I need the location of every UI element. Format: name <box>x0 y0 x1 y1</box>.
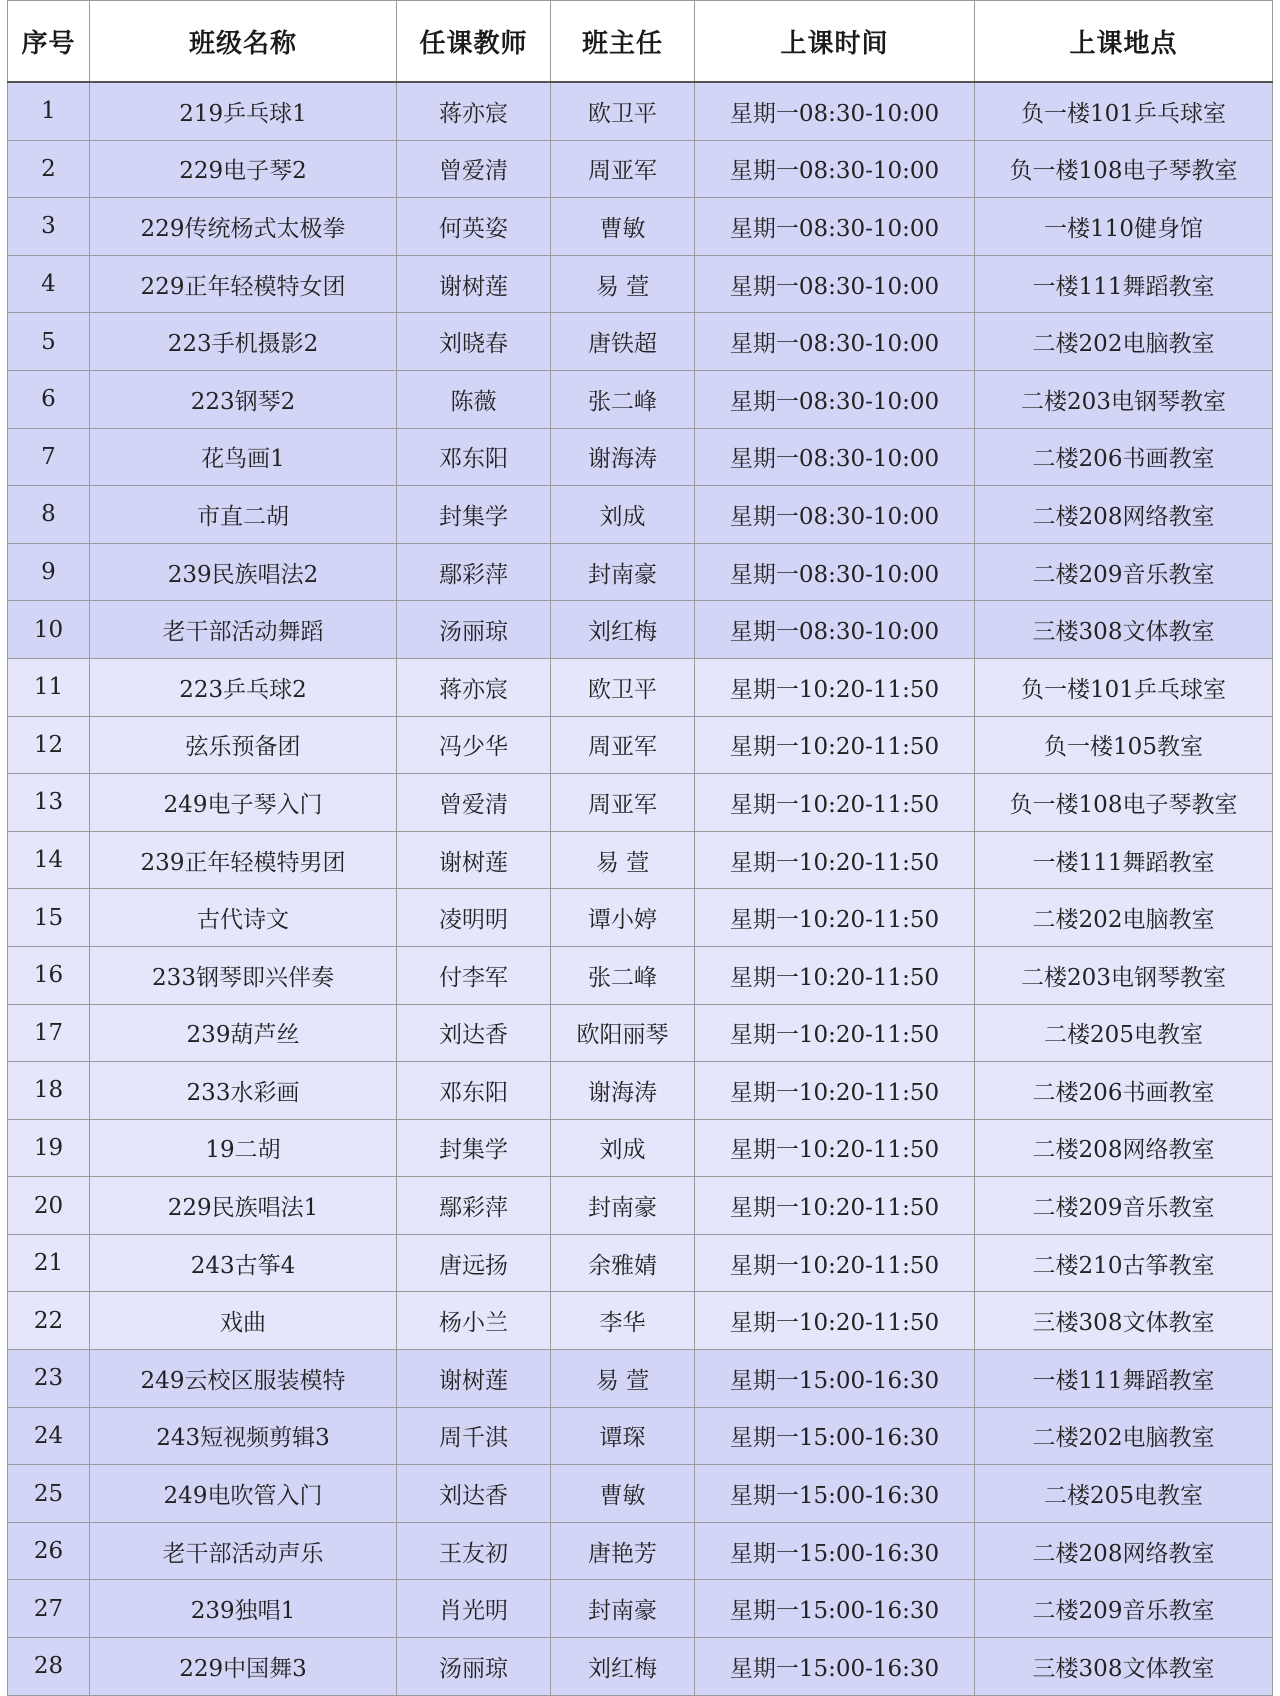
cell-class-name: 229电子琴2 <box>90 140 397 198</box>
cell-serial-number: 26 <box>8 1522 90 1580</box>
cell-class-name: 花鸟画1 <box>90 428 397 486</box>
cell-head-teacher: 刘成 <box>551 486 695 544</box>
cell-head-teacher: 刘红梅 <box>551 601 695 659</box>
cell-serial-number: 27 <box>8 1580 90 1638</box>
table-row <box>8 428 1273 486</box>
header-serial-number: 序号 <box>8 1 90 83</box>
cell-teacher: 凌明明 <box>397 889 551 947</box>
cell-class-location: 二楼209音乐教室 <box>975 1177 1273 1235</box>
table-row <box>8 198 1273 256</box>
cell-head-teacher: 曹敏 <box>551 198 695 256</box>
table-row <box>8 1350 1273 1408</box>
table-header <box>8 1 1273 83</box>
cell-teacher: 蒋亦宸 <box>397 82 551 140</box>
cell-serial-number: 16 <box>8 946 90 1004</box>
cell-class-name: 老干部活动舞蹈 <box>90 601 397 659</box>
cell-class-time: 星期一08:30-10:00 <box>695 82 975 140</box>
cell-class-location: 三楼308文体教室 <box>975 601 1273 659</box>
cell-teacher: 封集学 <box>397 1119 551 1177</box>
cell-class-location: 二楼206书画教室 <box>975 428 1273 486</box>
cell-class-location: 一楼111舞蹈教室 <box>975 255 1273 313</box>
cell-class-time: 星期一15:00-16:30 <box>695 1638 975 1696</box>
cell-class-name: 戏曲 <box>90 1292 397 1350</box>
cell-class-time: 星期一08:30-10:00 <box>695 486 975 544</box>
cell-head-teacher: 封南豪 <box>551 1580 695 1638</box>
cell-class-location: 负一楼101乒乓球室 <box>975 658 1273 716</box>
cell-serial-number: 19 <box>8 1119 90 1177</box>
cell-class-location: 二楼205电教室 <box>975 1004 1273 1062</box>
table-row <box>8 1119 1273 1177</box>
cell-class-location: 一楼111舞蹈教室 <box>975 1350 1273 1408</box>
cell-class-time: 星期一10:20-11:50 <box>695 1234 975 1292</box>
cell-class-location: 二楼208网络教室 <box>975 486 1273 544</box>
cell-teacher: 刘达香 <box>397 1004 551 1062</box>
cell-head-teacher: 易 萱 <box>551 1350 695 1408</box>
cell-head-teacher: 刘成 <box>551 1119 695 1177</box>
cell-class-name: 229正年轻模特女团 <box>90 255 397 313</box>
cell-teacher: 谢树莲 <box>397 255 551 313</box>
cell-head-teacher: 欧阳丽琴 <box>551 1004 695 1062</box>
cell-head-teacher: 周亚军 <box>551 140 695 198</box>
cell-class-time: 星期一10:20-11:50 <box>695 658 975 716</box>
cell-class-location: 二楼209音乐教室 <box>975 1580 1273 1638</box>
cell-class-time: 星期一15:00-16:30 <box>695 1522 975 1580</box>
cell-class-time: 星期一10:20-11:50 <box>695 716 975 774</box>
cell-teacher: 曾爱清 <box>397 140 551 198</box>
table-row <box>8 716 1273 774</box>
table-row <box>8 82 1273 140</box>
cell-serial-number: 20 <box>8 1177 90 1235</box>
cell-serial-number: 12 <box>8 716 90 774</box>
cell-class-time: 星期一08:30-10:00 <box>695 428 975 486</box>
table-row <box>8 1638 1273 1696</box>
cell-class-name: 弦乐预备团 <box>90 716 397 774</box>
table-row <box>8 370 1273 428</box>
table-row <box>8 1407 1273 1465</box>
cell-class-name: 老干部活动声乐 <box>90 1522 397 1580</box>
cell-class-time: 星期一10:20-11:50 <box>695 946 975 1004</box>
cell-class-time: 星期一08:30-10:00 <box>695 140 975 198</box>
cell-head-teacher: 唐铁超 <box>551 313 695 371</box>
cell-class-time: 星期一08:30-10:00 <box>695 198 975 256</box>
cell-teacher: 邓东阳 <box>397 428 551 486</box>
table-row <box>8 1580 1273 1638</box>
cell-teacher: 谢树莲 <box>397 831 551 889</box>
cell-class-location: 二楼209音乐教室 <box>975 543 1273 601</box>
cell-class-time: 星期一08:30-10:00 <box>695 601 975 659</box>
table-row <box>8 658 1273 716</box>
cell-class-location: 二楼203电钢琴教室 <box>975 946 1273 1004</box>
cell-teacher: 唐远扬 <box>397 1234 551 1292</box>
table-row <box>8 889 1273 947</box>
cell-class-time: 星期一10:20-11:50 <box>695 1177 975 1235</box>
table-row <box>8 774 1273 832</box>
cell-serial-number: 18 <box>8 1062 90 1120</box>
cell-class-name: 229传统杨式太极拳 <box>90 198 397 256</box>
cell-serial-number: 21 <box>8 1234 90 1292</box>
cell-serial-number: 1 <box>8 82 90 140</box>
cell-class-time: 星期一10:20-11:50 <box>695 1119 975 1177</box>
cell-teacher: 何英姿 <box>397 198 551 256</box>
cell-class-location: 二楼210古筝教室 <box>975 1234 1273 1292</box>
header-class-location: 上课地点 <box>975 1 1273 83</box>
cell-serial-number: 22 <box>8 1292 90 1350</box>
cell-class-time: 星期一10:20-11:50 <box>695 1062 975 1120</box>
cell-serial-number: 25 <box>8 1465 90 1523</box>
cell-class-time: 星期一15:00-16:30 <box>695 1465 975 1523</box>
cell-class-time: 星期一15:00-16:30 <box>695 1580 975 1638</box>
table-row <box>8 1292 1273 1350</box>
cell-head-teacher: 刘红梅 <box>551 1638 695 1696</box>
cell-teacher: 杨小兰 <box>397 1292 551 1350</box>
table-row <box>8 1465 1273 1523</box>
table-row <box>8 601 1273 659</box>
cell-teacher: 鄢彩萍 <box>397 1177 551 1235</box>
cell-teacher: 王友初 <box>397 1522 551 1580</box>
cell-head-teacher: 易 萱 <box>551 831 695 889</box>
cell-head-teacher: 余雅婧 <box>551 1234 695 1292</box>
cell-class-location: 三楼308文体教室 <box>975 1638 1273 1696</box>
cell-serial-number: 10 <box>8 601 90 659</box>
cell-class-location: 二楼205电教室 <box>975 1465 1273 1523</box>
cell-class-name: 229民族唱法1 <box>90 1177 397 1235</box>
cell-head-teacher: 封南豪 <box>551 1177 695 1235</box>
cell-class-time: 星期一10:20-11:50 <box>695 1004 975 1062</box>
cell-head-teacher: 谭琛 <box>551 1407 695 1465</box>
cell-head-teacher: 周亚军 <box>551 716 695 774</box>
table-row <box>8 140 1273 198</box>
table-row <box>8 255 1273 313</box>
cell-teacher: 陈薇 <box>397 370 551 428</box>
cell-class-name: 229中国舞3 <box>90 1638 397 1696</box>
cell-class-time: 星期一08:30-10:00 <box>695 255 975 313</box>
cell-serial-number: 7 <box>8 428 90 486</box>
table-row <box>8 313 1273 371</box>
cell-class-name: 219乒乓球1 <box>90 82 397 140</box>
cell-head-teacher: 易 萱 <box>551 255 695 313</box>
cell-class-name: 243古筝4 <box>90 1234 397 1292</box>
cell-class-name: 223钢琴2 <box>90 370 397 428</box>
cell-class-name: 249电吹管入门 <box>90 1465 397 1523</box>
cell-class-location: 二楼202电脑教室 <box>975 1407 1273 1465</box>
cell-teacher: 刘晓春 <box>397 313 551 371</box>
cell-class-name: 233水彩画 <box>90 1062 397 1120</box>
cell-class-name: 239独唱1 <box>90 1580 397 1638</box>
cell-serial-number: 23 <box>8 1350 90 1408</box>
cell-head-teacher: 欧卫平 <box>551 82 695 140</box>
cell-class-location: 一楼111舞蹈教室 <box>975 831 1273 889</box>
cell-class-name: 249电子琴入门 <box>90 774 397 832</box>
cell-serial-number: 6 <box>8 370 90 428</box>
cell-class-location: 负一楼108电子琴教室 <box>975 774 1273 832</box>
cell-class-location: 二楼208网络教室 <box>975 1119 1273 1177</box>
class-schedule-table <box>7 0 1273 1696</box>
cell-serial-number: 24 <box>8 1407 90 1465</box>
cell-class-location: 一楼110健身馆 <box>975 198 1273 256</box>
cell-class-location: 负一楼105教室 <box>975 716 1273 774</box>
table-body <box>8 82 1273 1695</box>
cell-serial-number: 2 <box>8 140 90 198</box>
cell-class-name: 233钢琴即兴伴奏 <box>90 946 397 1004</box>
header-row <box>8 1 1273 83</box>
cell-class-name: 223手机摄影2 <box>90 313 397 371</box>
table-row <box>8 831 1273 889</box>
cell-class-name: 19二胡 <box>90 1119 397 1177</box>
header-class-time: 上课时间 <box>695 1 975 83</box>
cell-head-teacher: 张二峰 <box>551 946 695 1004</box>
cell-teacher: 冯少华 <box>397 716 551 774</box>
cell-class-location: 二楼206书画教室 <box>975 1062 1273 1120</box>
cell-class-time: 星期一10:20-11:50 <box>695 774 975 832</box>
cell-serial-number: 15 <box>8 889 90 947</box>
cell-class-time: 星期一08:30-10:00 <box>695 313 975 371</box>
cell-class-time: 星期一10:20-11:50 <box>695 831 975 889</box>
table-row <box>8 1234 1273 1292</box>
cell-class-location: 二楼203电钢琴教室 <box>975 370 1273 428</box>
cell-serial-number: 13 <box>8 774 90 832</box>
cell-serial-number: 28 <box>8 1638 90 1696</box>
cell-teacher: 肖光明 <box>397 1580 551 1638</box>
cell-teacher: 周千淇 <box>397 1407 551 1465</box>
cell-head-teacher: 李华 <box>551 1292 695 1350</box>
cell-teacher: 蒋亦宸 <box>397 658 551 716</box>
cell-teacher: 汤丽琼 <box>397 1638 551 1696</box>
cell-head-teacher: 谭小婷 <box>551 889 695 947</box>
cell-class-name: 古代诗文 <box>90 889 397 947</box>
class-schedule-table-wrapper <box>7 0 1272 1696</box>
table-row <box>8 543 1273 601</box>
table-row <box>8 1177 1273 1235</box>
cell-serial-number: 5 <box>8 313 90 371</box>
cell-head-teacher: 谢海涛 <box>551 1062 695 1120</box>
cell-class-name: 239葫芦丝 <box>90 1004 397 1062</box>
cell-class-location: 负一楼101乒乓球室 <box>975 82 1273 140</box>
table-row <box>8 486 1273 544</box>
cell-class-time: 星期一10:20-11:50 <box>695 1292 975 1350</box>
table-row <box>8 1004 1273 1062</box>
header-teacher: 任课教师 <box>397 1 551 83</box>
cell-teacher: 封集学 <box>397 486 551 544</box>
cell-teacher: 曾爱清 <box>397 774 551 832</box>
cell-class-time: 星期一10:20-11:50 <box>695 889 975 947</box>
cell-teacher: 汤丽琼 <box>397 601 551 659</box>
cell-class-time: 星期一15:00-16:30 <box>695 1407 975 1465</box>
cell-teacher: 邓东阳 <box>397 1062 551 1120</box>
cell-teacher: 鄢彩萍 <box>397 543 551 601</box>
cell-class-time: 星期一08:30-10:00 <box>695 543 975 601</box>
cell-class-location: 负一楼108电子琴教室 <box>975 140 1273 198</box>
cell-serial-number: 9 <box>8 543 90 601</box>
table-row <box>8 1522 1273 1580</box>
cell-class-time: 星期一15:00-16:30 <box>695 1350 975 1408</box>
cell-class-name: 223乒乓球2 <box>90 658 397 716</box>
cell-teacher: 付李军 <box>397 946 551 1004</box>
cell-class-location: 三楼308文体教室 <box>975 1292 1273 1350</box>
cell-teacher: 刘达香 <box>397 1465 551 1523</box>
table-row <box>8 1062 1273 1120</box>
cell-serial-number: 17 <box>8 1004 90 1062</box>
cell-class-name: 市直二胡 <box>90 486 397 544</box>
header-head-teacher: 班主任 <box>551 1 695 83</box>
cell-serial-number: 11 <box>8 658 90 716</box>
cell-class-location: 二楼202电脑教室 <box>975 889 1273 947</box>
cell-serial-number: 4 <box>8 255 90 313</box>
cell-serial-number: 3 <box>8 198 90 256</box>
cell-class-name: 243短视频剪辑3 <box>90 1407 397 1465</box>
cell-class-location: 二楼208网络教室 <box>975 1522 1273 1580</box>
cell-head-teacher: 欧卫平 <box>551 658 695 716</box>
cell-class-location: 二楼202电脑教室 <box>975 313 1273 371</box>
cell-head-teacher: 张二峰 <box>551 370 695 428</box>
cell-class-name: 249云校区服装模特 <box>90 1350 397 1408</box>
cell-head-teacher: 曹敏 <box>551 1465 695 1523</box>
table-row <box>8 946 1273 1004</box>
cell-head-teacher: 封南豪 <box>551 543 695 601</box>
cell-head-teacher: 唐艳芳 <box>551 1522 695 1580</box>
cell-class-name: 239民族唱法2 <box>90 543 397 601</box>
cell-class-name: 239正年轻模特男团 <box>90 831 397 889</box>
cell-serial-number: 8 <box>8 486 90 544</box>
cell-head-teacher: 周亚军 <box>551 774 695 832</box>
cell-head-teacher: 谢海涛 <box>551 428 695 486</box>
header-class-name: 班级名称 <box>90 1 397 83</box>
cell-serial-number: 14 <box>8 831 90 889</box>
cell-teacher: 谢树莲 <box>397 1350 551 1408</box>
cell-class-time: 星期一08:30-10:00 <box>695 370 975 428</box>
